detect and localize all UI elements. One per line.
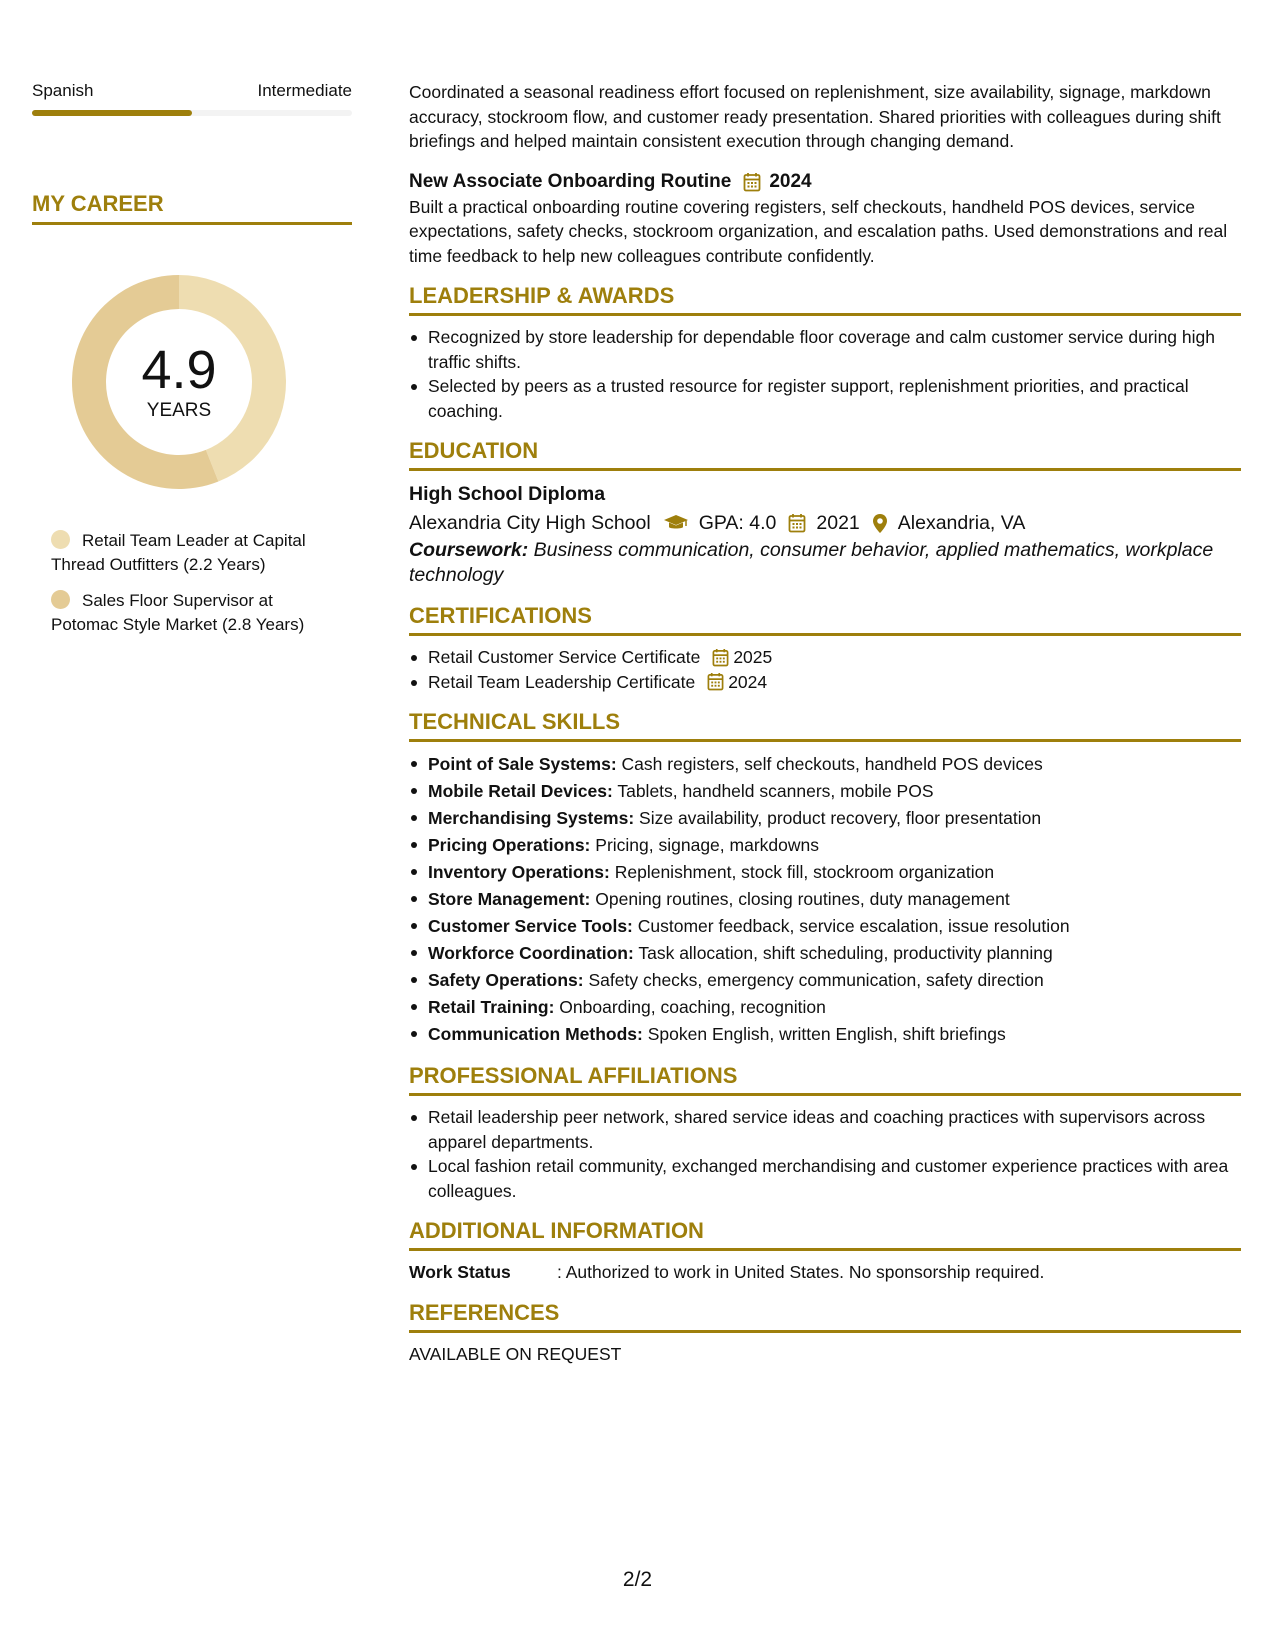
section-rule	[409, 1093, 1241, 1096]
work-status-row	[409, 1260, 1241, 1285]
graduation-cap-icon	[663, 514, 689, 532]
skill-label: Communication Methods:	[428, 1024, 643, 1044]
section-rule	[409, 1330, 1241, 1333]
language-proficiency-bar	[32, 110, 352, 116]
career-total-value: 4.9	[141, 340, 217, 400]
skill-value: Opening routines, closing routines, duty management	[595, 889, 1010, 909]
skill-item	[409, 886, 1241, 913]
project-description: Built a practical onboarding routine covering registers, self checkouts, handheld POS devices, service expectations, safety checks, stockroom organization, and escalation paths. Used demonstrations and real time feedback to help new colleagues contribute confidently.	[409, 196, 1228, 266]
education-coursework	[409, 538, 1241, 588]
education-title: EDUCATION	[409, 438, 539, 463]
intro-paragraph: Coordinated a seasonal readiness effort focused on replenishment, size availability, signage, markdown accuracy, stockroom flow, and customer ready presentation. Shared priorities with colleagues during shift briefings and helped maintain consistent execution through changing demand.	[409, 82, 1221, 151]
skills-list	[409, 751, 1241, 1048]
list-item: Selected by peers as a trusted resource for register support, replenishment priorities, and practical coaching.	[409, 374, 1241, 423]
skill-label: Mobile Retail Devices:	[428, 781, 613, 801]
certifications-title: CERTIFICATIONS	[409, 603, 592, 628]
skill-value: Spoken English, written English, shift briefings	[647, 1024, 1006, 1044]
education-degree: High School Diploma	[409, 483, 606, 505]
section-rule	[409, 1248, 1241, 1251]
education-school: Alexandria City High School	[409, 512, 651, 534]
career-legend-label: Sales Floor Supervisor at Potomac Style Market (2.8 Years)	[51, 591, 305, 634]
calendar-icon	[743, 172, 761, 192]
references-title: REFERENCES	[409, 1299, 560, 1325]
skill-label: Workforce Coordination:	[428, 943, 634, 963]
skill-item	[409, 832, 1241, 859]
leadership-title: LEADERSHIP & AWARDS	[409, 283, 675, 308]
legend-dot	[51, 590, 70, 609]
calendar-icon	[707, 672, 724, 691]
language-row	[32, 80, 352, 102]
skill-label: Safety Operations:	[428, 970, 584, 990]
skill-item	[409, 859, 1241, 886]
skill-label: Pricing Operations:	[428, 835, 591, 855]
skill-value: Replenishment, stock fill, stockroom organization	[614, 862, 995, 882]
skill-label: Customer Service Tools:	[428, 916, 633, 936]
certification-year: 2025	[733, 647, 773, 667]
skill-item	[409, 994, 1241, 1021]
certification-name: Retail Team Leadership Certificate	[428, 671, 696, 692]
career-title: MY CAREER	[32, 191, 164, 216]
education-gpa: GPA: 4.0	[698, 512, 777, 534]
leadership-list	[409, 325, 1241, 423]
skill-label: Point of Sale Systems:	[428, 754, 617, 774]
list-item	[409, 645, 1241, 670]
work-status-label: Work Status	[409, 1262, 511, 1282]
skill-label: Retail Training:	[428, 997, 555, 1017]
calendar-icon	[712, 648, 729, 667]
career-donut-chart	[66, 269, 292, 495]
affiliations-title: PROFESSIONAL AFFILIATIONS	[409, 1063, 738, 1088]
skills-title: TECHNICAL SKILLS	[409, 709, 621, 734]
legend-dot	[51, 530, 70, 549]
skill-item	[409, 940, 1241, 967]
location-pin-icon	[872, 513, 888, 534]
calendar-icon	[788, 513, 806, 533]
coursework-text: Business communication, consumer behavior, applied mathematics, workplace technology	[409, 539, 1214, 586]
career-legend-item	[51, 589, 312, 637]
skill-label: Inventory Operations:	[428, 862, 610, 882]
certifications-list	[409, 645, 1241, 694]
skill-value: Tablets, handheld scanners, mobile POS	[617, 781, 934, 801]
skill-value: Onboarding, coaching, recognition	[559, 997, 826, 1017]
education-year: 2021	[816, 512, 860, 534]
project-heading	[409, 169, 1241, 195]
skill-item	[409, 1021, 1241, 1048]
list-item	[409, 670, 1241, 695]
skill-label: Store Management:	[428, 889, 591, 909]
skill-value: Size availability, product recovery, floor presentation	[639, 808, 1042, 828]
list-item: Recognized by store leadership for dependable floor coverage and calm customer service during high traffic shifts.	[409, 325, 1241, 374]
career-legend-label: Retail Team Leader at Capital Thread Outfitters (2.2 Years)	[51, 531, 306, 574]
project-title: New Associate Onboarding Routine	[409, 170, 732, 192]
language-proficiency-fill	[32, 110, 192, 116]
skill-item	[409, 778, 1241, 805]
page-number: 2/2	[622, 1568, 653, 1591]
coursework-label: Coursework:	[409, 539, 529, 561]
affiliations-list	[409, 1105, 1241, 1203]
list-item: Retail leadership peer network, shared service ideas and coaching practices with supervisors across apparel departments.	[409, 1105, 1241, 1154]
skill-label: Merchandising Systems:	[428, 808, 635, 828]
project-year: 2024	[769, 170, 812, 192]
list-item: Local fashion retail community, exchanged merchandising and customer experience practices with area colleagues.	[409, 1154, 1241, 1203]
references-text: AVAILABLE ON REQUEST	[409, 1343, 622, 1364]
language-name: Spanish	[32, 81, 94, 100]
certification-year: 2024	[728, 671, 768, 692]
skill-item	[409, 751, 1241, 778]
skill-value: Cash registers, self checkouts, handheld POS devices	[621, 754, 1043, 774]
skill-value: Customer feedback, service escalation, issue resolution	[637, 916, 1070, 936]
education-details	[409, 508, 1241, 538]
skill-value: Task allocation, shift scheduling, productivity planning	[638, 943, 1053, 963]
career-legend	[32, 529, 312, 637]
main-content	[409, 80, 1241, 1366]
skill-value: Pricing, signage, markdowns	[595, 835, 819, 855]
section-rule	[409, 313, 1241, 316]
skill-item	[409, 967, 1241, 994]
career-donut-center	[66, 269, 292, 495]
skill-item	[409, 805, 1241, 832]
section-rule	[409, 633, 1241, 636]
career-legend-item	[51, 529, 312, 577]
work-status-value: : Authorized to work in United States. No sponsorship required.	[557, 1262, 1045, 1282]
certification-name: Retail Customer Service Certificate	[428, 647, 701, 667]
career-title-rule	[32, 222, 352, 225]
sidebar	[32, 80, 352, 649]
career-total-unit: YEARS	[146, 400, 212, 421]
section-rule	[409, 468, 1241, 471]
section-rule	[409, 739, 1241, 742]
skill-item	[409, 913, 1241, 940]
education-location: Alexandria, VA	[897, 512, 1026, 534]
additional-info-title: ADDITIONAL INFORMATION	[409, 1218, 704, 1243]
skill-value: Safety checks, emergency communication, safety direction	[588, 970, 1044, 990]
language-level: Intermediate	[257, 81, 352, 100]
